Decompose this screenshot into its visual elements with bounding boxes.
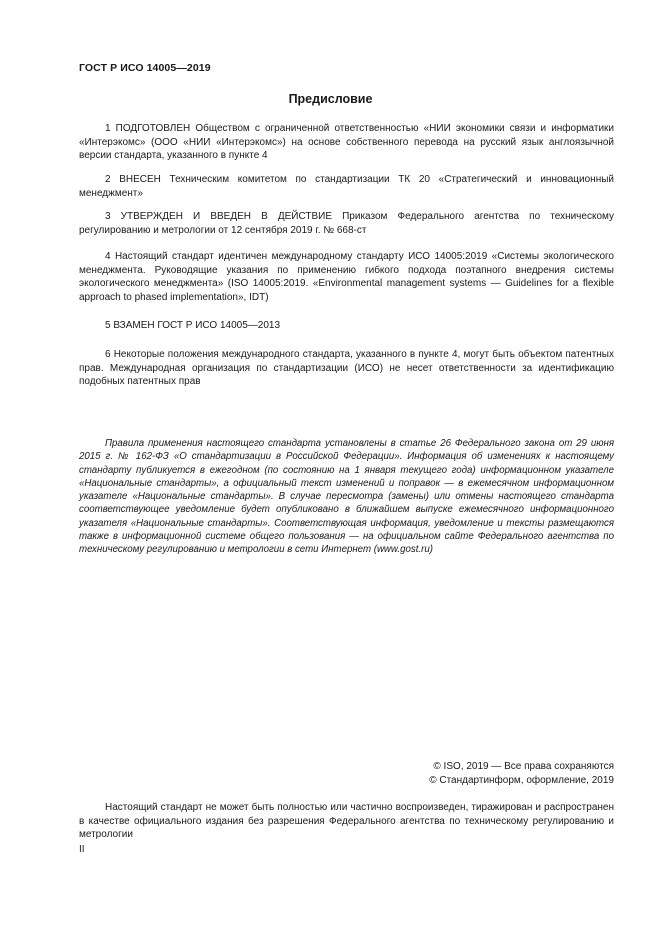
application-rules-notice: Правила применения настоящего стандарта установлены в статье 26 Федерального закона от 29 июня 2015 г. № 162-ФЗ «О стандартизации в Российской Федерации». Информация об изменениях к настоящему стандарту публикуется в ежегодном (по состоянию на 1 января текущего года) информационном указателе «Национальные стандарты», а официальный текст изменений и поправок — в ежемесячном информационном указателе «Национальные стандарты». В случае пересмотра (замены) или отмены настоящего стандарта соответствующее уведомление будет опубликовано в ближайшем выпуске ежемесячного информационного указателя «Национальные стандарты». Соответствующая информация, уведомление и тексты размещаются также в информационной системе общего пользования — на официальном сайте Федерального агентства по техническому регулированию и метрологии в сети Интернет (www.gost.ru) [79,438,614,556]
foreword-item-1: 1 ПОДГОТОВЛЕН Обществом с ограниченной ответственностью «НИИ экономики связи и информатики «Интерэкомс» (ООО «НИИ «Интерэкомс») на основе собственного перевода на русский язык англоязычной версии стандарта, указанного в пункте 4 [79,123,614,162]
copyright-standartinform: © Стандартинформ, оформление, 2019 [429,775,614,786]
reproduction-notice: Настоящий стандарт не может быть полностью или частично воспроизведен, тиражирован и распространен в качестве официального издания без разрешения Федерального агентства по техническому регулированию и метрологии [79,802,614,841]
page-number: II [79,844,85,855]
standard-designation: ГОСТ Р ИСО 14005—2019 [79,62,211,74]
foreword-item-4: 4 Настоящий стандарт идентичен международному стандарту ИСО 14005:2019 «Системы экологического менеджмента. Руководящие указания по применению гибкого подхода поэтапного внедрения системы экологического менеджмента» (ISO 14005:2019. «Environmental management systems — Guidelines for a flexible approach to phased implementation», IDT) [79,251,614,303]
copyright-iso: © ISO, 2019 — Все права сохраняются [433,761,614,772]
page-title: Предисловие [288,92,373,106]
foreword-item-2: 2 ВНЕСЕН Техническим комитетом по стандартизации ТК 20 «Стратегический и инновационный менеджмент» [79,174,614,199]
foreword-item-5: 5 ВЗАМЕН ГОСТ Р ИСО 14005—2013 [105,320,281,331]
foreword-item-6: 6 Некоторые положения международного стандарта, указанного в пункте 4, могут быть объектом патентных прав. Международная организация по стандартизации (ИСО) не несет ответственности за идентификацию подобных патентных прав [79,349,614,388]
foreword-item-3: 3 УТВЕРЖДЕН И ВВЕДЕН В ДЕЙСТВИЕ Приказом Федерального агентства по техническому регулированию и метрологии от 12 сентября 2019 г. № 668-ст [79,211,614,236]
